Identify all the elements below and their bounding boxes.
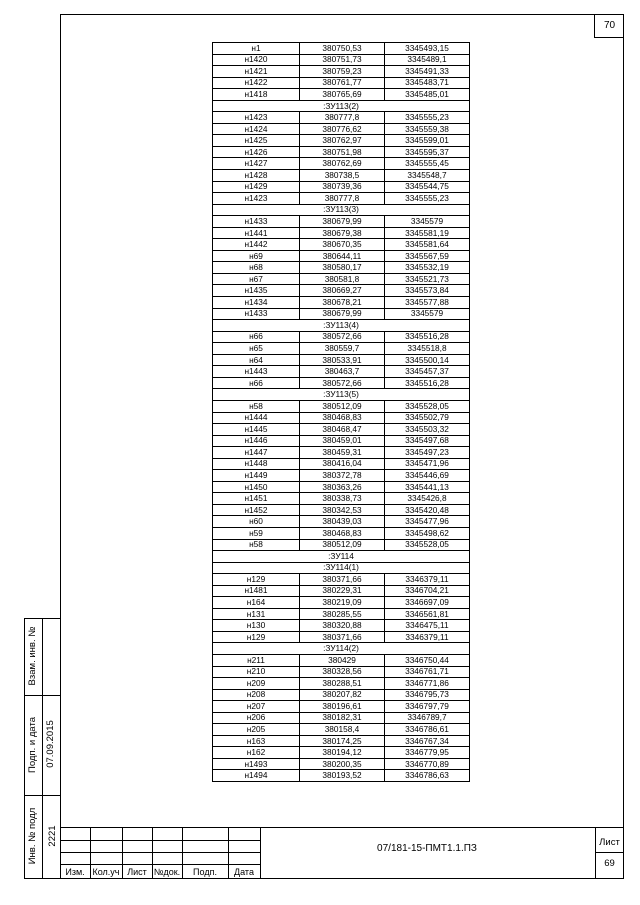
point-row <box>213 597 470 609</box>
point-name: н1433 <box>213 216 300 228</box>
coord-y: 3346771,86 <box>385 678 470 690</box>
coord-y: 3346786,63 <box>385 770 470 782</box>
coord-x: 380580,17 <box>300 262 385 274</box>
point-name: н1422 <box>213 77 300 89</box>
coord-y: 3345420,48 <box>385 504 470 516</box>
point-name: н65 <box>213 343 300 355</box>
coord-y: 3346379,11 <box>385 631 470 643</box>
header-data: Дата <box>234 867 254 877</box>
point-row <box>213 331 470 343</box>
point-row <box>213 424 470 436</box>
coord-y: 3345457,37 <box>385 366 470 378</box>
coord-x: 380196,61 <box>300 701 385 713</box>
sheet-number: 69 <box>604 858 615 869</box>
point-name: н129 <box>213 631 300 643</box>
coord-y: 3345471,96 <box>385 458 470 470</box>
point-name: н1446 <box>213 435 300 447</box>
coord-x: 380328,56 <box>300 666 385 678</box>
point-row <box>213 66 470 78</box>
point-name: н69 <box>213 250 300 262</box>
coord-x: 380759,23 <box>300 66 385 78</box>
coord-x: 380285,55 <box>300 608 385 620</box>
coord-x: 380363,26 <box>300 481 385 493</box>
coord-y: 3345532,19 <box>385 262 470 274</box>
coord-x: 380670,35 <box>300 239 385 251</box>
coord-x: 380229,31 <box>300 585 385 597</box>
point-row <box>213 689 470 701</box>
point-name: н64 <box>213 354 300 366</box>
coord-x: 380777,8 <box>300 193 385 205</box>
point-name: н1493 <box>213 758 300 770</box>
section-row <box>213 100 470 112</box>
point-name: н164 <box>213 597 300 609</box>
coord-x: 380669,27 <box>300 285 385 297</box>
coord-y: 3345516,28 <box>385 377 470 389</box>
title-block <box>60 827 624 879</box>
section-row <box>213 320 470 332</box>
point-name: н129 <box>213 574 300 586</box>
coord-x: 380342,53 <box>300 504 385 516</box>
coord-x: 380468,83 <box>300 412 385 424</box>
point-name: н1429 <box>213 181 300 193</box>
section-label: :ЗУ113(4) <box>213 320 470 332</box>
point-row <box>213 724 470 736</box>
point-row <box>213 770 470 782</box>
point-row <box>213 54 470 66</box>
coord-y: 3345483,71 <box>385 77 470 89</box>
coord-y: 3345426,8 <box>385 493 470 505</box>
point-row <box>213 308 470 320</box>
point-name: н1443 <box>213 366 300 378</box>
point-row <box>213 493 470 505</box>
point-row <box>213 216 470 228</box>
coord-x: 380512,09 <box>300 400 385 412</box>
point-row <box>213 262 470 274</box>
coord-y: 3345599,01 <box>385 135 470 147</box>
point-name: н211 <box>213 654 300 666</box>
coord-x: 380174,25 <box>300 735 385 747</box>
point-row <box>213 239 470 251</box>
point-row <box>213 620 470 632</box>
point-row <box>213 123 470 135</box>
point-name: н208 <box>213 689 300 701</box>
coord-x: 380512,09 <box>300 539 385 551</box>
coord-x: 380219,09 <box>300 597 385 609</box>
point-name: н209 <box>213 678 300 690</box>
coord-x: 380572,66 <box>300 331 385 343</box>
point-row <box>213 89 470 101</box>
coord-y: 3345559,38 <box>385 123 470 135</box>
coord-x: 380416,04 <box>300 458 385 470</box>
point-name: н1481 <box>213 585 300 597</box>
point-name: н1421 <box>213 66 300 78</box>
coord-x: 380739,36 <box>300 181 385 193</box>
coord-y: 3345555,23 <box>385 112 470 124</box>
coord-x: 380765,69 <box>300 89 385 101</box>
coord-x: 380158,4 <box>300 724 385 736</box>
coord-y: 3346767,34 <box>385 735 470 747</box>
point-name: н67 <box>213 273 300 285</box>
point-row <box>213 631 470 643</box>
point-row <box>213 458 470 470</box>
point-name: н206 <box>213 712 300 724</box>
point-row <box>213 504 470 516</box>
coord-x: 380459,01 <box>300 435 385 447</box>
point-name: н1435 <box>213 285 300 297</box>
point-row <box>213 678 470 690</box>
page-number-top: 70 <box>594 14 624 38</box>
coord-x: 380193,52 <box>300 770 385 782</box>
point-name: н1418 <box>213 89 300 101</box>
coord-x: 380463,7 <box>300 366 385 378</box>
point-name: н1425 <box>213 135 300 147</box>
section-label: :ЗУ113(2) <box>213 100 470 112</box>
point-row <box>213 527 470 539</box>
coord-y: 3346561,81 <box>385 608 470 620</box>
coord-x: 380288,51 <box>300 678 385 690</box>
point-row <box>213 470 470 482</box>
point-name: н205 <box>213 724 300 736</box>
coord-y: 3345503,32 <box>385 424 470 436</box>
section-row <box>213 562 470 574</box>
coord-x: 380459,31 <box>300 447 385 459</box>
coord-y: 3345497,68 <box>385 435 470 447</box>
coord-y: 3346475,11 <box>385 620 470 632</box>
point-row <box>213 747 470 759</box>
vzam-inv-label: Взам. инв. № <box>27 626 38 686</box>
point-name: н1426 <box>213 146 300 158</box>
point-row <box>213 574 470 586</box>
coord-y: 3346761,71 <box>385 666 470 678</box>
coord-x: 380644,11 <box>300 250 385 262</box>
point-name: н1441 <box>213 227 300 239</box>
point-row <box>213 447 470 459</box>
coord-x: 380207,82 <box>300 689 385 701</box>
header-ndok: №док. <box>153 867 181 877</box>
point-row <box>213 250 470 262</box>
coord-x: 380200,35 <box>300 758 385 770</box>
point-name: н1433 <box>213 308 300 320</box>
coord-x: 380559,7 <box>300 343 385 355</box>
point-row <box>213 170 470 182</box>
point-row <box>213 666 470 678</box>
point-row <box>213 539 470 551</box>
coord-y: 3345502,79 <box>385 412 470 424</box>
coord-x: 380194,12 <box>300 747 385 759</box>
point-row <box>213 735 470 747</box>
coord-y: 3345493,15 <box>385 43 470 55</box>
coord-y: 3346697,09 <box>385 597 470 609</box>
point-name: н1423 <box>213 193 300 205</box>
point-name: н1420 <box>213 54 300 66</box>
coord-y: 3345567,59 <box>385 250 470 262</box>
coord-x: 380751,73 <box>300 54 385 66</box>
coord-y: 3345497,23 <box>385 447 470 459</box>
point-name: н68 <box>213 262 300 274</box>
point-row <box>213 758 470 770</box>
point-row <box>213 377 470 389</box>
point-name: н163 <box>213 735 300 747</box>
podp-data-value: 07.09.2015 <box>45 720 56 768</box>
coord-y: 3345446,69 <box>385 470 470 482</box>
coord-y: 3345500,14 <box>385 354 470 366</box>
coord-x: 380761,77 <box>300 77 385 89</box>
podp-data-label: Подп. и дата <box>27 717 38 773</box>
coordinates-table <box>212 42 470 782</box>
inv-podl-label: Инв. № подл <box>27 807 38 865</box>
point-row <box>213 608 470 620</box>
coord-x: 380679,99 <box>300 308 385 320</box>
coord-y: 3345579 <box>385 308 470 320</box>
coord-y: 3345498,62 <box>385 527 470 539</box>
point-row <box>213 146 470 158</box>
side-strip <box>24 618 60 879</box>
point-name: н207 <box>213 701 300 713</box>
document-code: 07/181-15-ПМТ1.1.ПЗ <box>377 843 477 854</box>
point-name: н1445 <box>213 424 300 436</box>
point-name: н1448 <box>213 458 300 470</box>
inv-podl-value: 2221 <box>47 825 58 847</box>
coord-y: 3345521,73 <box>385 273 470 285</box>
point-name: н66 <box>213 377 300 389</box>
coord-y: 3345555,23 <box>385 193 470 205</box>
sheet-label: Лист <box>599 837 620 848</box>
coord-y: 3346379,11 <box>385 574 470 586</box>
point-name: н1428 <box>213 170 300 182</box>
coord-y: 3345528,05 <box>385 400 470 412</box>
point-name: н1423 <box>213 112 300 124</box>
coord-x: 380679,38 <box>300 227 385 239</box>
header-kol-uch: Кол.уч <box>92 867 120 877</box>
point-row <box>213 343 470 355</box>
point-name: н1434 <box>213 297 300 309</box>
coord-x: 380762,97 <box>300 135 385 147</box>
coord-y: 3345477,96 <box>385 516 470 528</box>
coord-y: 3345579 <box>385 216 470 228</box>
coord-y: 3345528,05 <box>385 539 470 551</box>
coord-y: 3345485,01 <box>385 89 470 101</box>
coord-x: 380338,73 <box>300 493 385 505</box>
coord-x: 380679,99 <box>300 216 385 228</box>
point-name: н1427 <box>213 158 300 170</box>
section-row <box>213 551 470 563</box>
header-list: Лист <box>127 867 147 877</box>
point-name: н1451 <box>213 493 300 505</box>
point-row <box>213 135 470 147</box>
point-name: н1452 <box>213 504 300 516</box>
point-row <box>213 285 470 297</box>
coord-y: 3345518,8 <box>385 343 470 355</box>
point-name: н1494 <box>213 770 300 782</box>
coord-x: 380581,8 <box>300 273 385 285</box>
coord-y: 3345441,13 <box>385 481 470 493</box>
point-name: н66 <box>213 331 300 343</box>
point-row <box>213 400 470 412</box>
coord-y: 3346786,61 <box>385 724 470 736</box>
coord-x: 380182,31 <box>300 712 385 724</box>
coordinates-table-body <box>213 43 470 782</box>
section-label: :ЗУ114 <box>213 551 470 563</box>
coord-y: 3345573,84 <box>385 285 470 297</box>
point-row <box>213 297 470 309</box>
coord-x: 380762,69 <box>300 158 385 170</box>
coord-y: 3346704,21 <box>385 585 470 597</box>
point-name: н131 <box>213 608 300 620</box>
point-row <box>213 412 470 424</box>
coord-x: 380776,62 <box>300 123 385 135</box>
section-row <box>213 643 470 655</box>
point-name: н1442 <box>213 239 300 251</box>
point-row <box>213 181 470 193</box>
point-name: н58 <box>213 539 300 551</box>
coord-y: 3345555,45 <box>385 158 470 170</box>
section-row <box>213 389 470 401</box>
section-label: :ЗУ113(5) <box>213 389 470 401</box>
coord-x: 380468,83 <box>300 527 385 539</box>
coord-y: 3346750,44 <box>385 654 470 666</box>
coord-x: 380533,91 <box>300 354 385 366</box>
coord-y: 3345581,64 <box>385 239 470 251</box>
point-name: н130 <box>213 620 300 632</box>
coord-x: 380320,88 <box>300 620 385 632</box>
coord-y: 3346779,95 <box>385 747 470 759</box>
coord-x: 380678,21 <box>300 297 385 309</box>
point-row <box>213 193 470 205</box>
point-name: н1450 <box>213 481 300 493</box>
section-label: :ЗУ114(1) <box>213 562 470 574</box>
coord-y: 3345544,75 <box>385 181 470 193</box>
coord-y: 3345595,37 <box>385 146 470 158</box>
point-row <box>213 366 470 378</box>
point-row <box>213 654 470 666</box>
header-podp: Подп. <box>193 867 217 877</box>
coord-y: 3345491,33 <box>385 66 470 78</box>
point-name: н59 <box>213 527 300 539</box>
coord-x: 380738,5 <box>300 170 385 182</box>
point-name: н162 <box>213 747 300 759</box>
point-row <box>213 435 470 447</box>
coord-y: 3346789,7 <box>385 712 470 724</box>
point-row <box>213 77 470 89</box>
coord-y: 3346797,79 <box>385 701 470 713</box>
point-row <box>213 158 470 170</box>
coord-y: 3345489,1 <box>385 54 470 66</box>
point-name: н1447 <box>213 447 300 459</box>
coord-x: 380751,98 <box>300 146 385 158</box>
coord-x: 380572,66 <box>300 377 385 389</box>
coord-x: 380468,47 <box>300 424 385 436</box>
coord-x: 380372,78 <box>300 470 385 482</box>
point-row <box>213 516 470 528</box>
coord-y: 3346770,89 <box>385 758 470 770</box>
point-name: н1444 <box>213 412 300 424</box>
header-izm: Изм. <box>65 867 85 877</box>
point-row <box>213 701 470 713</box>
coord-y: 3345548,7 <box>385 170 470 182</box>
point-name: н58 <box>213 400 300 412</box>
point-row <box>213 354 470 366</box>
point-name: н1424 <box>213 123 300 135</box>
coord-x: 380777,8 <box>300 112 385 124</box>
coord-x: 380371,66 <box>300 574 385 586</box>
coord-y: 3345581,19 <box>385 227 470 239</box>
coord-x: 380429 <box>300 654 385 666</box>
point-name: н210 <box>213 666 300 678</box>
point-row <box>213 273 470 285</box>
coord-y: 3346795,73 <box>385 689 470 701</box>
section-label: :ЗУ113(3) <box>213 204 470 216</box>
point-row <box>213 712 470 724</box>
point-name: н1449 <box>213 470 300 482</box>
coord-x: 380439,03 <box>300 516 385 528</box>
coord-x: 380371,66 <box>300 631 385 643</box>
point-row <box>213 227 470 239</box>
point-row <box>213 585 470 597</box>
coord-y: 3345577,88 <box>385 297 470 309</box>
point-row <box>213 43 470 55</box>
point-name: н60 <box>213 516 300 528</box>
coord-y: 3345516,28 <box>385 331 470 343</box>
coord-x: 380750,53 <box>300 43 385 55</box>
point-row <box>213 112 470 124</box>
point-row <box>213 481 470 493</box>
section-row <box>213 204 470 216</box>
section-label: :ЗУ114(2) <box>213 643 470 655</box>
point-name: н1 <box>213 43 300 55</box>
